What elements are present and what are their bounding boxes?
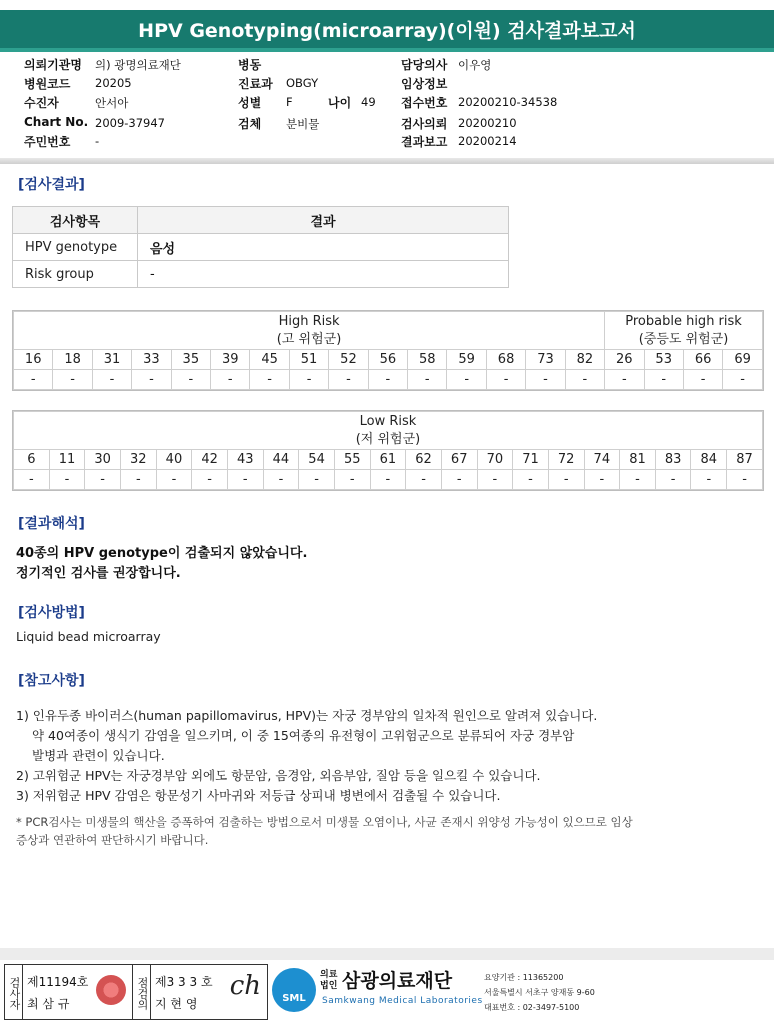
hpv-type-cell: 51 [289, 350, 328, 370]
interpretation-line: 정기적인 검사를 권장합니다. [16, 566, 181, 581]
hpv-result-cell: - [14, 470, 50, 490]
table-header [13, 207, 509, 234]
dept-value: OBGY [286, 76, 319, 90]
hpv-type-cell: 54 [299, 450, 335, 470]
report-label: 결과보고 [401, 135, 448, 149]
hpv-type-cell: 43 [227, 450, 263, 470]
hpv-type-cell: 72 [548, 450, 584, 470]
hpv-result-cell: - [289, 370, 328, 390]
hpv-result-cell: - [370, 470, 406, 490]
receipt-label: 접수번호 [401, 96, 448, 110]
hpv-result-cell: - [644, 370, 683, 390]
dept-label: 진료과 [238, 77, 273, 91]
hpv-type-cell: 32 [120, 450, 156, 470]
table-row [13, 261, 509, 288]
section-method-heading: [검사방법] [18, 605, 85, 621]
hpv-result-cell: - [584, 470, 620, 490]
logo-info-line: 서울특별시 서초구 양재동 9-60 [484, 988, 595, 997]
hpv-result-cell: - [250, 370, 289, 390]
specimen-label: 검체 [238, 117, 262, 131]
code-value: 20205 [95, 76, 132, 90]
logo-english: Samkwang Medical Laboratories [322, 996, 483, 1006]
hpv-type-cell: 33 [132, 350, 171, 370]
hpv-result-cell: - [92, 370, 131, 390]
hpv-type-cell: 35 [171, 350, 210, 370]
logo-info-line: 대표번호 : 02-3497-5100 [484, 1003, 580, 1012]
hpv-result-cell: - [263, 470, 299, 490]
hpv-result-cell: - [49, 470, 85, 490]
examiner-label: 검사자 [5, 965, 23, 1019]
hpv-type-cell: 52 [329, 350, 368, 370]
hpv-type-cell: 11 [49, 450, 85, 470]
section-result-heading: [검사결과] [18, 177, 85, 193]
high-risk-header: High Risk (고 위험군) [14, 312, 605, 350]
hpv-result-cell: - [53, 370, 92, 390]
low-risk-table [12, 410, 764, 491]
logo-corp-label: 의료 법인 [320, 970, 338, 991]
section-reference-heading: [참고사항] [18, 673, 85, 689]
row-value: - [138, 261, 509, 288]
hpv-result-cell: - [727, 470, 763, 490]
logo-info-line: 요양기관 : 11365200 [484, 973, 564, 982]
bottom-band [0, 948, 774, 960]
patient-value: 안서아 [95, 96, 129, 110]
hpv-result-cell: - [408, 370, 447, 390]
header-result: 결과 [138, 207, 509, 234]
hpv-type-cell: 30 [85, 450, 121, 470]
hpv-result-cell: - [565, 370, 604, 390]
hpv-type-cell: 59 [447, 350, 486, 370]
hpv-type-cell: 58 [408, 350, 447, 370]
examiner-name: 최 삼 규 [27, 997, 70, 1011]
hpv-type-cell: 55 [334, 450, 370, 470]
hpv-type-cell: 69 [723, 350, 763, 370]
id-value: - [95, 134, 100, 148]
specimen-value: 분비물 [286, 117, 320, 131]
hpv-type-cell: 82 [565, 350, 604, 370]
hpv-result-cell: - [691, 470, 727, 490]
reviewer-name: 지 현 영 [155, 997, 198, 1011]
divider [0, 158, 774, 164]
hpv-result-cell: - [299, 470, 335, 490]
footnote-line: * PCR검사는 미생물의 핵산을 증폭하여 검출하는 방법으로서 미생물 오염이나, 사균 존재시 위양성 가능성이 있으므로 임상 [16, 815, 633, 829]
chart-value: 2009-37947 [95, 116, 165, 130]
hpv-result-cell: - [486, 370, 525, 390]
footnote-line: 증상과 연관하여 판단하시기 바랍니다. [16, 833, 209, 847]
reviewer-label: 점검의 [133, 965, 151, 1019]
hpv-result-cell: - [329, 370, 368, 390]
hpv-type-cell: 68 [486, 350, 525, 370]
hpv-result-cell: - [171, 370, 210, 390]
hpv-type-cell: 74 [584, 450, 620, 470]
pcr-footnote [16, 813, 736, 849]
examiner-cell [23, 965, 133, 1019]
hpv-result-cell: - [132, 370, 171, 390]
patient-label: 수진자 [24, 96, 59, 110]
table-row [13, 234, 509, 261]
title-underline [0, 48, 774, 52]
hpv-type-cell: 71 [513, 450, 549, 470]
hpv-result-cell: - [120, 470, 156, 490]
low-risk-header: Low Risk (저 위험군) [14, 412, 763, 450]
examiner-license: 제11194호 [27, 975, 89, 989]
reviewer-license: 제3 3 3 호 [155, 975, 213, 989]
hpv-result-cell: - [334, 470, 370, 490]
hpv-type-cell: 44 [263, 450, 299, 470]
hpv-type-cell: 6 [14, 450, 50, 470]
hpv-result-cell: - [548, 470, 584, 490]
hpv-result-cell: - [156, 470, 192, 490]
doctor-label: 담당의사 [401, 58, 448, 72]
hpv-result-cell: - [368, 370, 407, 390]
section-interpretation-heading: [결과해석] [18, 516, 85, 532]
hpv-type-cell: 40 [156, 450, 192, 470]
hpv-type-cell: 84 [691, 450, 727, 470]
hpv-type-cell: 53 [644, 350, 683, 370]
hpv-result-cell: - [683, 370, 722, 390]
hpv-result-cell: - [227, 470, 263, 490]
logo-name: 삼광의료재단 [342, 970, 453, 992]
hpv-result-cell: - [192, 470, 228, 490]
header-item: 검사항목 [13, 207, 138, 234]
age-value: 49 [361, 95, 376, 109]
row-label: HPV genotype [13, 234, 138, 261]
row-value: 음성 [138, 234, 509, 261]
hpv-type-cell: 31 [92, 350, 131, 370]
request-label: 검사의뢰 [401, 117, 448, 131]
patient-info [0, 56, 774, 156]
signature-icon: ch [229, 971, 261, 1001]
hpv-type-cell: 56 [368, 350, 407, 370]
note-line: 1) 인유두종 바이러스(human papillomavirus, HPV)는 자궁 경부암의 일차적 원인으로 알려져 있습니다. [16, 708, 598, 723]
sex-value: F [286, 95, 293, 109]
inst-label: 의뢰기관명 [24, 58, 82, 72]
hpv-result-cell: - [85, 470, 121, 490]
probable-risk-header: Probable high risk (중등도 위험군) [605, 312, 763, 350]
row-label: Risk group [13, 261, 138, 288]
interpretation-text [16, 544, 307, 584]
hpv-result-cell: - [406, 470, 442, 490]
note-line: 약 40여종이 생식기 감염을 일으키며, 이 중 15여종의 유전형이 고위험군으로 분류되어 자궁 경부암 [32, 728, 575, 743]
clinical-label: 임상정보 [401, 77, 448, 91]
hpv-type-cell: 18 [53, 350, 92, 370]
hpv-result-cell: - [620, 470, 656, 490]
hpv-type-cell: 42 [192, 450, 228, 470]
receipt-value: 20200210-34538 [458, 95, 558, 109]
report-value: 20200214 [458, 134, 517, 148]
sml-logo-icon: SML [272, 968, 316, 1012]
hpv-type-cell: 39 [211, 350, 250, 370]
hpv-result-cell: - [655, 470, 691, 490]
hpv-result-cell: - [477, 470, 513, 490]
hpv-result-cell: - [605, 370, 644, 390]
hpv-type-cell: 66 [683, 350, 722, 370]
inst-value: 의) 광명의료재단 [95, 58, 181, 72]
id-label: 주민번호 [24, 135, 71, 149]
note-line: 2) 고위험군 HPV는 자궁경부암 외에도 항문암, 음경암, 외음부암, 질암 등을 일으킬 수 있습니다. [16, 768, 541, 783]
hpv-type-cell: 16 [14, 350, 53, 370]
report-title: HPV Genotyping(microarray)(이원) 검사결과보고서 [0, 10, 774, 48]
hpv-result-cell: - [723, 370, 763, 390]
signature-box [4, 964, 268, 1020]
doctor-value: 이우영 [458, 58, 492, 72]
reference-notes [16, 706, 716, 806]
hpv-result-cell: - [513, 470, 549, 490]
high-risk-table [12, 310, 764, 391]
note-line: 발병과 관련이 있습니다. [32, 748, 165, 763]
ward-label: 병동 [238, 58, 262, 72]
hpv-type-cell: 70 [477, 450, 513, 470]
hpv-result-cell: - [441, 470, 477, 490]
reviewer-cell [151, 965, 267, 1019]
hpv-result-cell: - [447, 370, 486, 390]
hpv-type-cell: 62 [406, 450, 442, 470]
hpv-type-cell: 67 [441, 450, 477, 470]
method-text: Liquid bead microarray [16, 629, 161, 644]
code-label: 병원코드 [24, 77, 71, 91]
chart-label: Chart No. [24, 115, 89, 129]
age-label: 나이 [328, 96, 352, 110]
hpv-type-cell: 73 [526, 350, 565, 370]
note-line: 3) 저위험군 HPV 감염은 항문성기 사마귀와 저등급 상피내 병변에서 검출될 수 있습니다. [16, 788, 501, 803]
hpv-type-cell: 26 [605, 350, 644, 370]
hpv-result-cell: - [211, 370, 250, 390]
interpretation-line: 40종의 HPV genotype이 검출되지 않았습니다. [16, 546, 308, 561]
hpv-type-cell: 83 [655, 450, 691, 470]
hpv-type-cell: 87 [727, 450, 763, 470]
hpv-type-cell: 45 [250, 350, 289, 370]
hpv-result-cell: - [14, 370, 53, 390]
hpv-type-cell: 61 [370, 450, 406, 470]
logo-info [484, 970, 595, 1015]
seal-icon [96, 975, 126, 1005]
hpv-type-cell: 81 [620, 450, 656, 470]
result-table [12, 206, 509, 288]
sex-label: 성별 [238, 96, 262, 110]
hpv-result-cell: - [526, 370, 565, 390]
request-value: 20200210 [458, 116, 517, 130]
